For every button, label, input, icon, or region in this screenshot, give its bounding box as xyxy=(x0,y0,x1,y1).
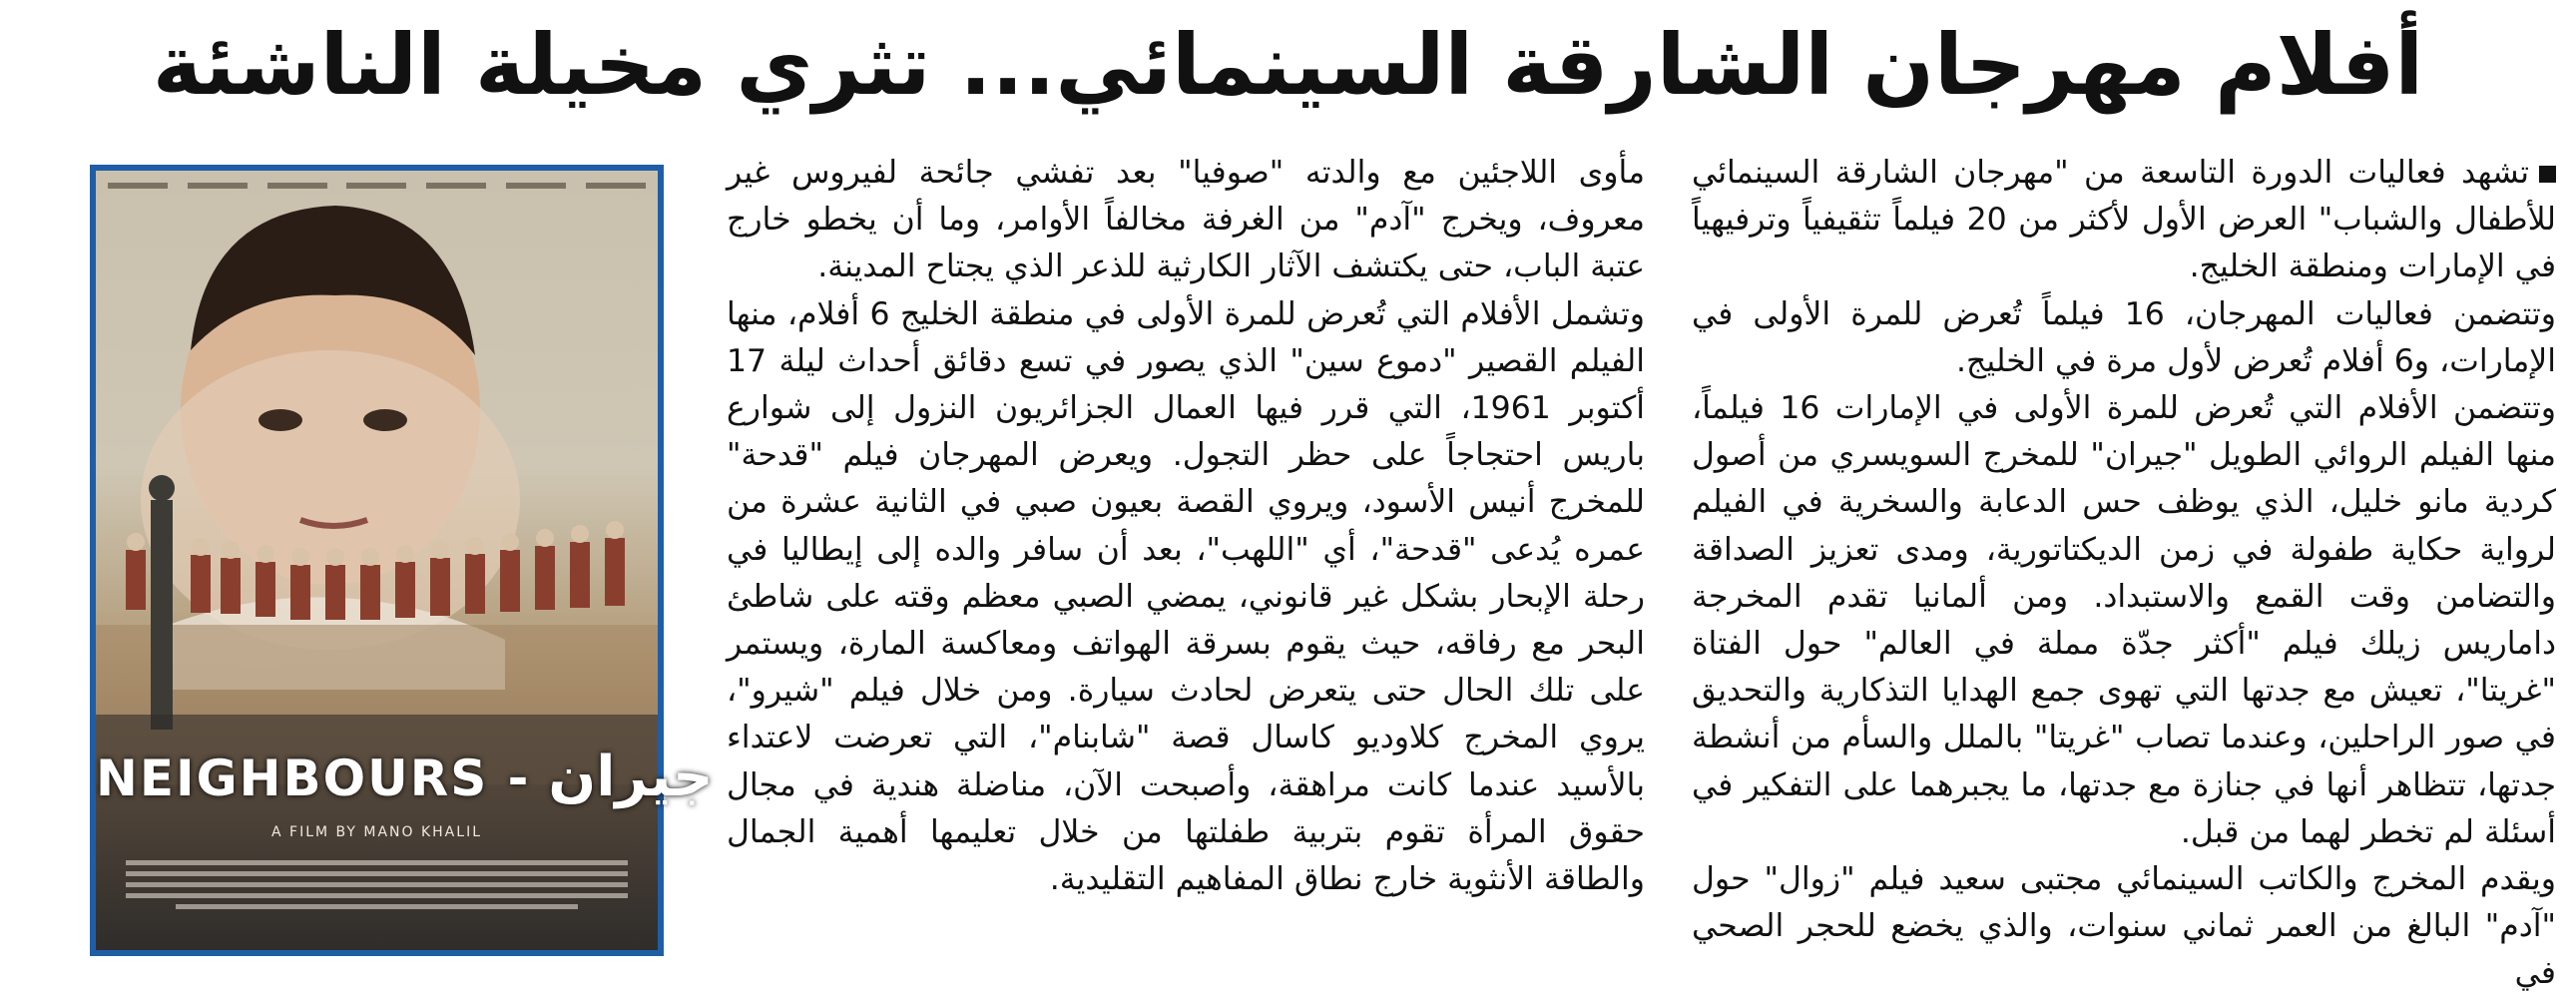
poster-title-latin: NEIGHBOURS - xyxy=(96,749,531,807)
paragraph xyxy=(1692,150,2556,291)
article-column-right xyxy=(1692,150,2556,998)
paragraph: وتشمل الأفلام التي تُعرض للمرة الأولى في منطقة الخليج 6 أفلام، منها الفيلم القصير "دموع سين" الذي يصور في تسع دقائق أحداث ليلة 17 أكتوبر 1961، التي قرر فيها العمال الجزائريون النزول إلى شوارع باريس احتجاجاً على حظر التجول. ويعرض المهرجان فيلم "قدحة" للمخرج أنيس الأسود، ويروي القصة بعيون صبي في الثانية عشرة من عمره يُدعى "قدحة"، أي "اللهب"، بعد أن سافر والده إلى إيطاليا في رحلة الإبحار بشكل غير قانوني، يمضي الصبي معظم وقته على شاطئ البحر مع رفاقه، حيث يقوم بسرقة الهواتف ومعاكسة المارة، ويستمر على تلك الحال حتى يتعرض لحادث سيارة. ومن خلال فيلم "شيرو"، يروي المخرج كلاوديو كاسال قصة "شابنام"، التي تعرضت لاعتداء بالأسيد عندما كانت مراهقة، وأصبحت الآن، مناضلة هندية في مجال حقوق المرأة تقوم بتربية طفلتها من خلال تعليمها أهمية الجمال والطاقة الأنثوية خارج نطاق المفاهيم التقليدية. xyxy=(727,295,1646,898)
film-poster-image xyxy=(90,165,714,956)
poster-byline: A FILM BY MANO KHALIL xyxy=(271,824,482,840)
paragraph: مأوى اللاجئين مع والدته "صوفيا" بعد تفشي جائحة لفيروس غير معروف، ويخرج "آدم" من الغرفة مخالفاً الأوامر، وما أن يخطو خارج عتبة الباب، حتى يكتشف الآثار الكارثية للذعر الذي يجتاح المدينة. xyxy=(727,155,1645,285)
paragraph: وتتضمن الأفلام التي تُعرض للمرة الأولى في الإمارات 16 فيلماً، منها الفيلم الروائي الطويل "جيران" للمخرج السويسري من أصول كردية مانو خليل، الذي يوظف حس الدعابة والسخرية في الفيلم لرواية حكاية طفولة في زمن الديكتاتورية، ومدى تعزيز الصداقة والتضامن وقت القمع والاستبداد. ومن ألمانيا تقدم المخرجة داماريس زيلك فيلم "أكثر جدّة مملة في العالم" حول الفتاة "غريتا"، تعيش مع جدتها التي تهوى جمع الهدايا التذكارية والتحديق في صور الراحلين، وعندما تصاب "غريتا" بالملل والسأم من أنشطة جدتها، تتظاهر أنها في جنازة مع جدتها، ما يجبرهما على التفكير في أسئلة لم تخطر لهما من قبل. xyxy=(1692,390,2556,850)
poster-credits-block xyxy=(126,854,628,924)
paragraph: ويقدم المخرج والكاتب السينمائي مجتبى سعيد فيلم "زوال" حول "آدم" البالغ من العمر ثماني سنوات، والذي يخضع للحجر الصحي في xyxy=(1692,861,2556,992)
poster-title xyxy=(96,745,714,809)
bullet-square-icon xyxy=(2539,166,2556,183)
poster-title-arabic: جيران xyxy=(548,745,714,809)
paragraph: وتتضمن فعاليات المهرجان، 16 فيلماً تُعرض للمرة الأولى في الإمارات، و6 أفلام تُعرض لأول مرة في الخليج. xyxy=(1692,295,2556,379)
poster-cast-names xyxy=(108,179,646,193)
article-headline: أفلام مهرجان الشارقة السينمائي... تثري مخيلة الناشئة xyxy=(152,16,2424,114)
article-column-left xyxy=(727,150,1645,903)
paragraph-text: تشهد فعاليات الدورة التاسعة من "مهرجان الشارقة السينمائي للأطفال والشباب" العرض الأول لأكثر من 20 فيلماً تثقيفياً وترفيهياً في الإمارات ومنطقة الخليج. xyxy=(1692,155,2556,285)
